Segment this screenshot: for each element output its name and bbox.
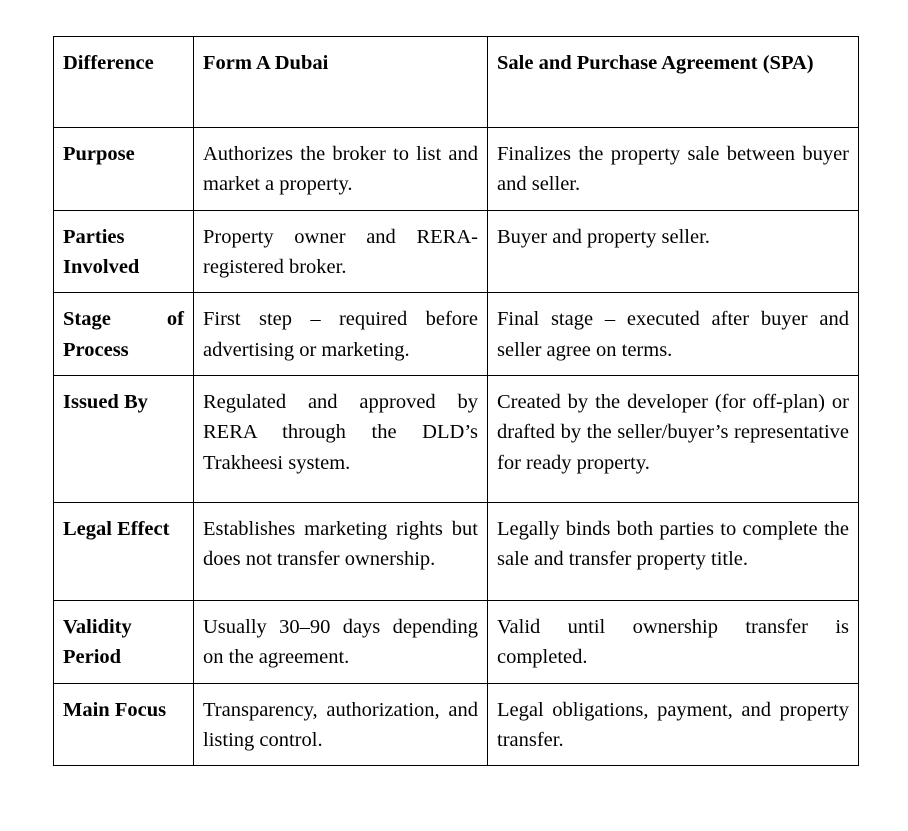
- cell-parties-involved-form-a-text: Property owner and RERA-registered broker.: [203, 225, 478, 278]
- table-row: [54, 210, 859, 293]
- cell-stage-of-process-form-a: [194, 293, 488, 376]
- row-label-purpose-text: Purpose: [63, 143, 135, 165]
- table-body: [54, 37, 859, 766]
- row-label-legal-effect: [54, 502, 194, 600]
- row-label-purpose: [54, 128, 194, 211]
- cell-validity-period-spa-text: Valid until ownership transfer is completed.: [497, 615, 849, 669]
- row-label-main-focus: [54, 683, 194, 766]
- cell-purpose-spa: [488, 128, 859, 211]
- column-header-difference-label: Difference: [63, 52, 154, 74]
- cell-stage-of-process-spa-text: Final stage – executed after buyer and seller agree on terms.: [497, 308, 849, 361]
- table-row: [54, 502, 859, 600]
- row-label-validity-period-text: Validity Period: [63, 615, 132, 669]
- cell-issued-by-spa: [488, 375, 859, 502]
- cell-validity-period-spa: [488, 600, 859, 683]
- cell-main-focus-spa: [488, 683, 859, 766]
- cell-purpose-form-a: [194, 128, 488, 211]
- cell-parties-involved-spa: [488, 210, 859, 293]
- cell-purpose-spa-text: Finalizes the property sale between buyer and seller.: [497, 143, 849, 196]
- cell-legal-effect-spa-text: Legally binds both parties to complete the sale and transfer property title.: [497, 517, 849, 571]
- row-label-parties-involved-text: Parties Involved: [63, 225, 140, 278]
- cell-issued-by-form-a-text: Regulated and approved by RERA through the DLD’s Trakheesi system.: [203, 390, 478, 474]
- column-header-form-a-label: Form A Dubai: [203, 52, 329, 74]
- cell-parties-involved-spa-text: Buyer and property seller.: [497, 225, 710, 248]
- cell-validity-period-form-a-text: Usually 30–90 days depending on the agreement.: [203, 615, 478, 669]
- cell-purpose-form-a-text: Authorizes the broker to list and market a property.: [203, 143, 478, 196]
- cell-main-focus-form-a-text: Transparency, authorization, and listing control.: [203, 698, 478, 751]
- comparison-table: [53, 36, 859, 766]
- table-row: [54, 128, 859, 211]
- table-row: [54, 293, 859, 376]
- cell-legal-effect-form-a: [194, 502, 488, 600]
- table-row: [54, 375, 859, 502]
- row-label-validity-period: [54, 600, 194, 683]
- cell-legal-effect-form-a-text: Establishes marketing rights but does not transfer ownership.: [203, 517, 478, 571]
- cell-legal-effect-spa: [488, 502, 859, 600]
- row-label-issued-by: [54, 375, 194, 502]
- cell-parties-involved-form-a: [194, 210, 488, 293]
- row-label-parties-involved: [54, 210, 194, 293]
- table-header-row: [54, 37, 859, 128]
- row-label-legal-effect-text: Legal Effect: [63, 517, 170, 540]
- row-label-main-focus-text: Main Focus: [63, 698, 167, 721]
- cell-main-focus-spa-text: Legal obligations, payment, and property transfer.: [497, 698, 849, 751]
- column-header-spa: [488, 37, 859, 128]
- row-label-stage-of-process: [54, 293, 194, 376]
- column-header-difference: [54, 37, 194, 128]
- row-label-stage-of-process-text: Stage of Process: [63, 308, 184, 361]
- cell-stage-of-process-spa: [488, 293, 859, 376]
- table-row: [54, 683, 859, 766]
- table-row: [54, 600, 859, 683]
- row-label-issued-by-text: Issued By: [63, 390, 148, 413]
- cell-issued-by-form-a: [194, 375, 488, 502]
- cell-stage-of-process-form-a-text: First step – required before advertising or marketing.: [203, 308, 478, 361]
- cell-validity-period-form-a: [194, 600, 488, 683]
- column-header-spa-label: Sale and Purchase Agreement (SPA): [497, 52, 814, 74]
- cell-main-focus-form-a: [194, 683, 488, 766]
- cell-issued-by-spa-text: Created by the developer (for off-plan) or drafted by the seller/buyer’s representative for ready property.: [497, 390, 849, 474]
- column-header-form-a: [194, 37, 488, 128]
